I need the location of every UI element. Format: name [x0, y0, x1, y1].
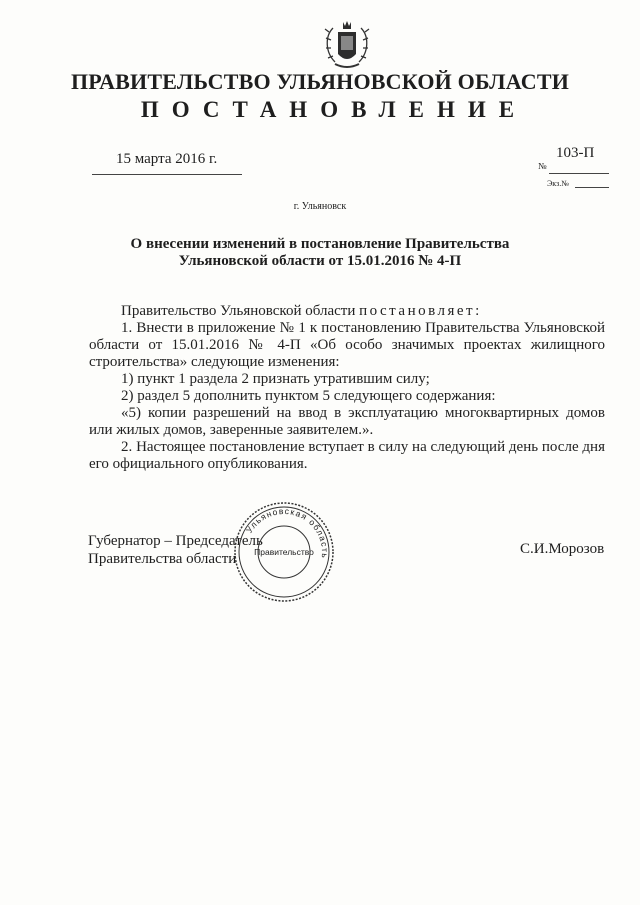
clause-2: 2. Настоящее постановление вступает в силу на следующий день после дня его официального опубликования.	[89, 439, 605, 472]
clause-1-quoted-text: «5) копии разрешений на ввод в эксплуатацию многоквартирных домов или жилых домов, заверенные заявителем.».	[89, 405, 605, 438]
coat-of-arms-icon	[319, 18, 375, 72]
signatory-title-line-1: Губернатор – Председатель	[88, 533, 263, 549]
city: г. Ульяновск	[293, 201, 347, 212]
copy-number-underline	[575, 187, 609, 188]
clause-1-subitem-1: 1) пункт 1 раздела 2 признать утратившим силу;	[121, 371, 430, 387]
date-underline	[92, 174, 242, 175]
document-date: 15 марта 2016 г.	[116, 151, 218, 167]
signatory-name: С.И.Морозов	[520, 541, 605, 557]
preamble	[89, 303, 605, 320]
official-seal	[232, 500, 336, 604]
clause-1: 1. Внести в приложение № 1 к постановлению Правительства Ульяновской области от 15.01.2016 № 4-П «Об особо значимых проектах жилищного строительства» следующие изменения:	[89, 320, 605, 370]
copy-number-label: Экз.№	[547, 179, 569, 188]
signatory-title-line-2: Правительства области	[88, 551, 237, 567]
document-type: ПОСТАНОВЛЕНИЕ	[140, 97, 528, 122]
document-subject: О внесении изменений в постановление Правительства Ульяновской области от 15.01.2016 № 4-П	[130, 236, 510, 269]
seal-center-text: Правительство	[254, 547, 314, 557]
preamble-verb: постановляет:	[359, 303, 482, 319]
document-number: 103-П	[556, 145, 595, 161]
number-sign: №	[538, 161, 547, 171]
seal-outer-text: Ульяновская область	[243, 505, 331, 560]
number-underline	[549, 173, 609, 174]
government-title: ПРАВИТЕЛЬСТВО УЛЬЯНОВСКОЙ ОБЛАСТИ	[70, 69, 570, 94]
clause-1-subitem-2: 2) раздел 5 дополнить пунктом 5 следующего содержания:	[121, 388, 496, 404]
preamble-text: Правительство Ульяновской области	[121, 303, 356, 319]
